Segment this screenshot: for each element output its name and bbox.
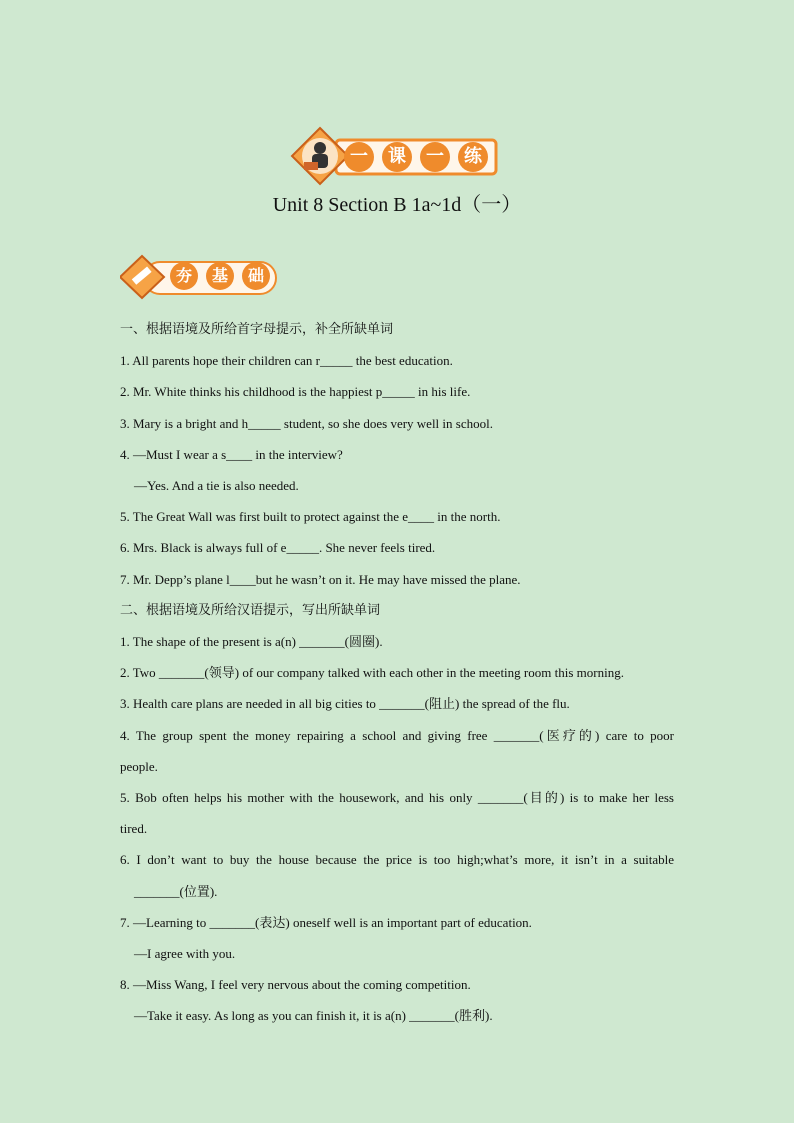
section1-heading: 一、根据语境及所给首字母提示，补全所缺单词 — [120, 322, 394, 337]
question-item: 7. —Learning to _______(表达) oneself well is an important part of education. — [120, 915, 532, 930]
question-item: 1. All parents hope their children can r_____ the best education. — [120, 353, 453, 368]
question-item: 6. Mrs. Black is always full of e_____. She never feels tired. — [120, 540, 436, 555]
question-item: 5. Bob often helps his mother with the housework, and his only _______(目的) is to make her less — [120, 790, 674, 805]
badge-char: 基 — [206, 262, 234, 290]
question-item: 3. Health care plans are needed in all big cities to _______(阻止) the spread of the flu. — [120, 696, 570, 711]
question-item: 7. Mr. Depp’s plane l____but he wasn’t on it. He may have missed the plane. — [120, 572, 521, 587]
question-item: 2. Two _______(领导) of our company talked with each other in the meeting room this morning. — [120, 665, 624, 680]
banner-char: 课 — [382, 142, 412, 172]
question-item: tired. — [120, 821, 148, 836]
banner-char: 一 — [344, 142, 374, 172]
question-item: 4. —Must I wear a s____ in the interview? — [120, 447, 343, 462]
question-item: 3. Mary is a bright and h_____ student, so she does very well in school. — [120, 416, 493, 431]
question-item: people. — [120, 759, 158, 774]
question-item: 5. The Great Wall was first built to protect against the e____ in the north. — [120, 509, 501, 524]
section2-heading: 二、根据语境及所给汉语提示，写出所缺单词 — [120, 603, 381, 618]
question-item: —I agree with you. — [134, 946, 236, 961]
question-item: 6. I don’t want to buy the house because the price is too high;what’s more, it isn’t in a suitable — [120, 852, 674, 867]
question-item: —Yes. And a tie is also needed. — [134, 478, 299, 493]
badge-char: 础 — [242, 262, 270, 290]
question-item: 8. —Miss Wang, I feel very nervous about the coming competition. — [120, 977, 471, 992]
question-item: _______(位置). — [134, 884, 218, 899]
banner-char: 练 — [458, 142, 488, 172]
badge-char: 夯 — [170, 262, 198, 290]
banner-title — [344, 142, 504, 172]
banner-char: 一 — [420, 142, 450, 172]
question-item: 4. The group spent the money repairing a school and giving free _______(医疗的) care to poor — [120, 728, 674, 743]
page-title: Unit 8 Section B 1a~1d（一） — [272, 194, 522, 216]
question-item: 1. The shape of the present is a(n) _______(圆圈). — [120, 634, 383, 649]
question-item: —Take it easy. As long as you can finish it, it is a(n) _______(胜利). — [134, 1008, 493, 1023]
question-item: 2. Mr. White thinks his childhood is the happiest p_____ in his life. — [120, 384, 471, 399]
